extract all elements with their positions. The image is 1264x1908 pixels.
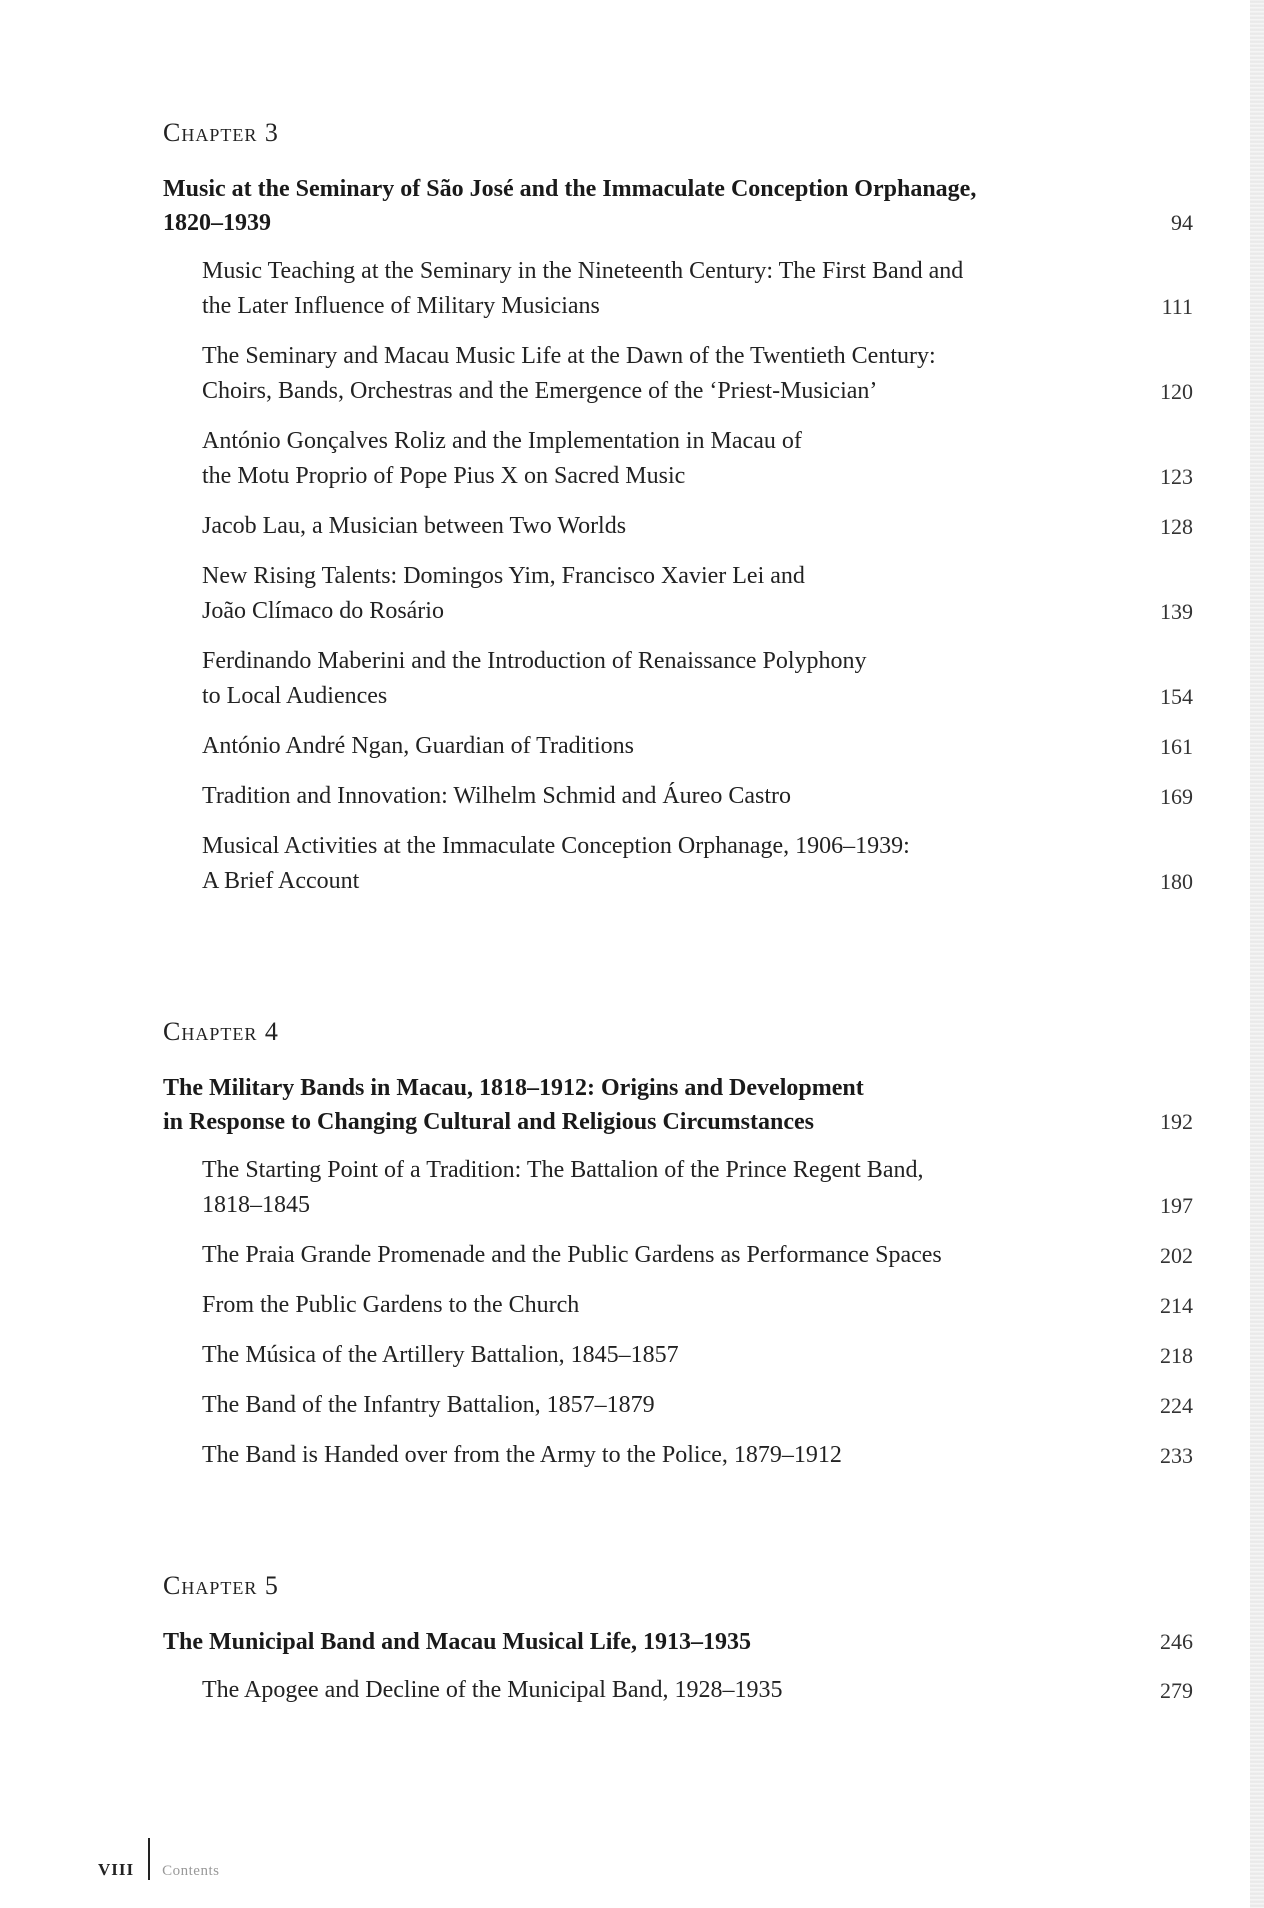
section-title: Jacob Lau, a Musician between Two Worlds	[202, 513, 627, 539]
section-title: The Starting Point of a Tradition: The Battalion of the Prince Regent Band, 1818–1845	[202, 1157, 924, 1218]
chapter-title-entry	[163, 172, 1193, 240]
toc-entry	[163, 509, 1193, 544]
toc-entry	[163, 254, 1193, 324]
section-title: The Apogee and Decline of the Municipal Band, 1928–1935	[202, 1677, 783, 1703]
chapter-4	[163, 1017, 1193, 1488]
page-number: 161	[1160, 734, 1193, 759]
toc-entry	[163, 779, 1193, 814]
page-number: 139	[1160, 599, 1193, 624]
chapter-label: Chapter 3	[163, 118, 279, 147]
page-number: 202	[1160, 1243, 1193, 1268]
section-title: The Band of the Infantry Battalion, 1857–1879	[202, 1392, 655, 1418]
toc-entry	[163, 1238, 1193, 1273]
running-head: Contents	[162, 1863, 220, 1879]
section-title: The Música of the Artillery Battalion, 1845–1857	[202, 1342, 679, 1368]
section-title: The Praia Grande Promenade and the Public Gardens as Performance Spaces	[202, 1242, 942, 1268]
toc-entry	[163, 1388, 1193, 1423]
page-number: 94	[1171, 210, 1193, 235]
section-title: The Band is Handed over from the Army to the Police, 1879–1912	[202, 1442, 842, 1468]
toc-entry	[163, 729, 1193, 764]
toc-entry	[163, 1153, 1193, 1223]
page-edge-shadow	[1250, 0, 1264, 1908]
chapter-title: Music at the Seminary of São José and the Immaculate Conception Orphanage, 1820–1939	[163, 176, 977, 236]
section-title: António André Ngan, Guardian of Traditions	[202, 733, 634, 759]
section-title: The Seminary and Macau Music Life at the Dawn of the Twentieth Century: Choirs, Bands, Orchestras and the Emergence of the ‘Priest-Musician’	[202, 343, 936, 404]
toc-entry	[163, 1438, 1193, 1473]
section-title: Musical Activities at the Immaculate Conception Orphanage, 1906–1939: A Brief Account	[202, 833, 910, 894]
toc-entry	[163, 1673, 1193, 1708]
page-footer	[98, 1838, 219, 1880]
page-number: 192	[1160, 1109, 1193, 1134]
page-number: 279	[1160, 1678, 1193, 1703]
page-number: 218	[1160, 1343, 1193, 1368]
chapter-label: Chapter 5	[163, 1571, 279, 1600]
toc-entry	[163, 559, 1193, 629]
folio-number: VIII	[98, 1860, 135, 1879]
chapter-title: The Military Bands in Macau, 1818–1912: Origins and Development in Response to Changing Cultural and Religious Circumstances	[163, 1075, 864, 1135]
chapter-label: Chapter 4	[163, 1017, 279, 1046]
toc-entry	[163, 339, 1193, 409]
section-title: António Gonçalves Roliz and the Implementation in Macau of the Motu Proprio of Pope Pius X on Sacred Music	[202, 428, 802, 489]
chapter-3	[163, 118, 1193, 914]
page-number: 246	[1160, 1629, 1193, 1654]
section-title: Music Teaching at the Seminary in the Nineteenth Century: The First Band and the Later Influence of Military Musicians	[202, 258, 964, 319]
page-number: 214	[1160, 1293, 1193, 1318]
footer-divider	[148, 1838, 150, 1880]
page-number: 128	[1160, 514, 1193, 539]
section-title: New Rising Talents: Domingos Yim, Francisco Xavier Lei and João Clímaco do Rosário	[202, 563, 805, 624]
chapter-title: The Municipal Band and Macau Musical Life, 1913–1935	[163, 1629, 752, 1655]
toc-entry	[163, 644, 1193, 714]
section-title: Ferdinando Maberini and the Introduction of Renaissance Polyphony to Local Audiences	[202, 648, 867, 709]
page-number: 120	[1160, 379, 1193, 404]
chapter-title-entry	[163, 1071, 1193, 1139]
section-title: From the Public Gardens to the Church	[202, 1292, 580, 1318]
chapter-5	[163, 1571, 1193, 1723]
toc-entry	[163, 1288, 1193, 1323]
page-number: 169	[1160, 784, 1193, 809]
page-number: 224	[1160, 1393, 1193, 1418]
toc-entry	[163, 424, 1193, 494]
section-title: Tradition and Innovation: Wilhelm Schmid and Áureo Castro	[202, 783, 791, 809]
page-number: 123	[1160, 464, 1193, 489]
page-number: 111	[1161, 294, 1193, 319]
toc-entry	[163, 1338, 1193, 1373]
chapter-title-entry	[163, 1625, 1193, 1659]
page-number: 180	[1160, 869, 1193, 894]
page-number: 197	[1160, 1193, 1193, 1218]
page-number: 154	[1160, 684, 1193, 709]
page-number: 233	[1160, 1443, 1193, 1468]
toc-entry	[163, 829, 1193, 899]
